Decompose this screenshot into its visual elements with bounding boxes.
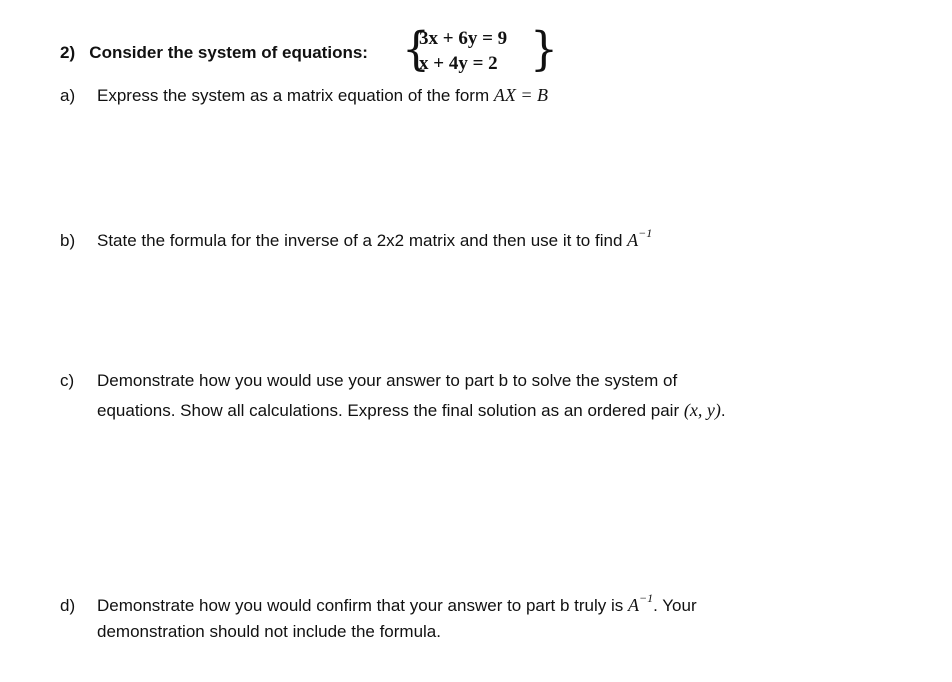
part-d-math-sup: −1 [639, 591, 654, 605]
equation-1: 3x + 6y = 9 [419, 28, 508, 49]
part-d-text-1a: Demonstrate how you would confirm that your answer to part b truly is [97, 596, 624, 615]
left-brace: { [402, 22, 430, 77]
part-a [60, 85, 548, 106]
part-d-text-1b: . Your [653, 596, 697, 615]
part-c-math: (x, y) [683, 400, 721, 420]
part-d-text-2: demonstration should not include the formula. [97, 622, 441, 641]
part-d-line-2 [97, 622, 441, 642]
part-c-line-1 [60, 371, 677, 391]
part-a-math: AX = B [493, 85, 548, 105]
part-c-label: c) [60, 371, 75, 390]
question-header [60, 43, 368, 63]
part-b-math-sup: −1 [638, 226, 653, 240]
part-b-text: State the formula for the inverse of a 2x2 matrix and then use it to find [97, 231, 623, 250]
part-d-line-1 [60, 593, 697, 616]
question-number: 2) [60, 43, 76, 62]
question-intro: Consider the system of equations: [89, 43, 368, 62]
part-b-label: b) [60, 231, 76, 250]
part-d-label: d) [60, 596, 76, 615]
part-b-math-base: A [627, 230, 639, 250]
part-c-line-2 [97, 400, 726, 421]
part-c-text-1: Demonstrate how you would use your answer to part b to solve the system of [97, 371, 678, 390]
right-brace: } [530, 22, 558, 77]
part-d-math [628, 591, 654, 615]
part-c-period: . [720, 401, 726, 420]
part-a-text: Express the system as a matrix equation of the form [97, 86, 490, 105]
part-b [60, 228, 652, 251]
equation-2: x + 4y = 2 [419, 53, 498, 74]
part-b-math [627, 226, 653, 250]
part-c-text-2: equations. Show all calculations. Express the final solution as an ordered pair [97, 401, 680, 420]
part-a-label: a) [60, 86, 76, 105]
part-d-math-base: A [628, 595, 640, 615]
equation-system [402, 22, 558, 78]
